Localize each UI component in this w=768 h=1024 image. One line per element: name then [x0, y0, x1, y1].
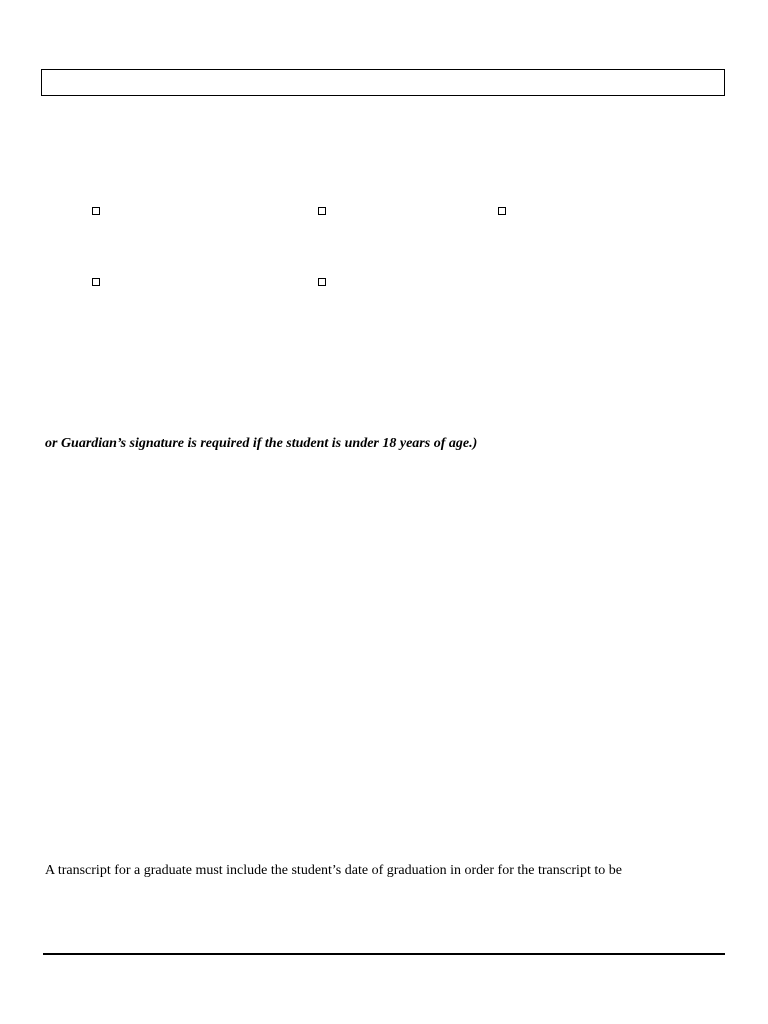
checkbox-row1-col2[interactable] [318, 207, 326, 215]
header-box [41, 69, 725, 96]
footer-divider [43, 953, 725, 955]
checkbox-row2-col1[interactable] [92, 278, 100, 286]
transcript-note: A transcript for a graduate must include the student’s date of graduation in order for the transcript to be [45, 863, 622, 878]
guardian-signature-note: or Guardian’s signature is required if the student is under 18 years of age.) [45, 436, 478, 451]
checkbox-row2-col2[interactable] [318, 278, 326, 286]
checkbox-row1-col1[interactable] [92, 207, 100, 215]
checkbox-row1-col3[interactable] [498, 207, 506, 215]
